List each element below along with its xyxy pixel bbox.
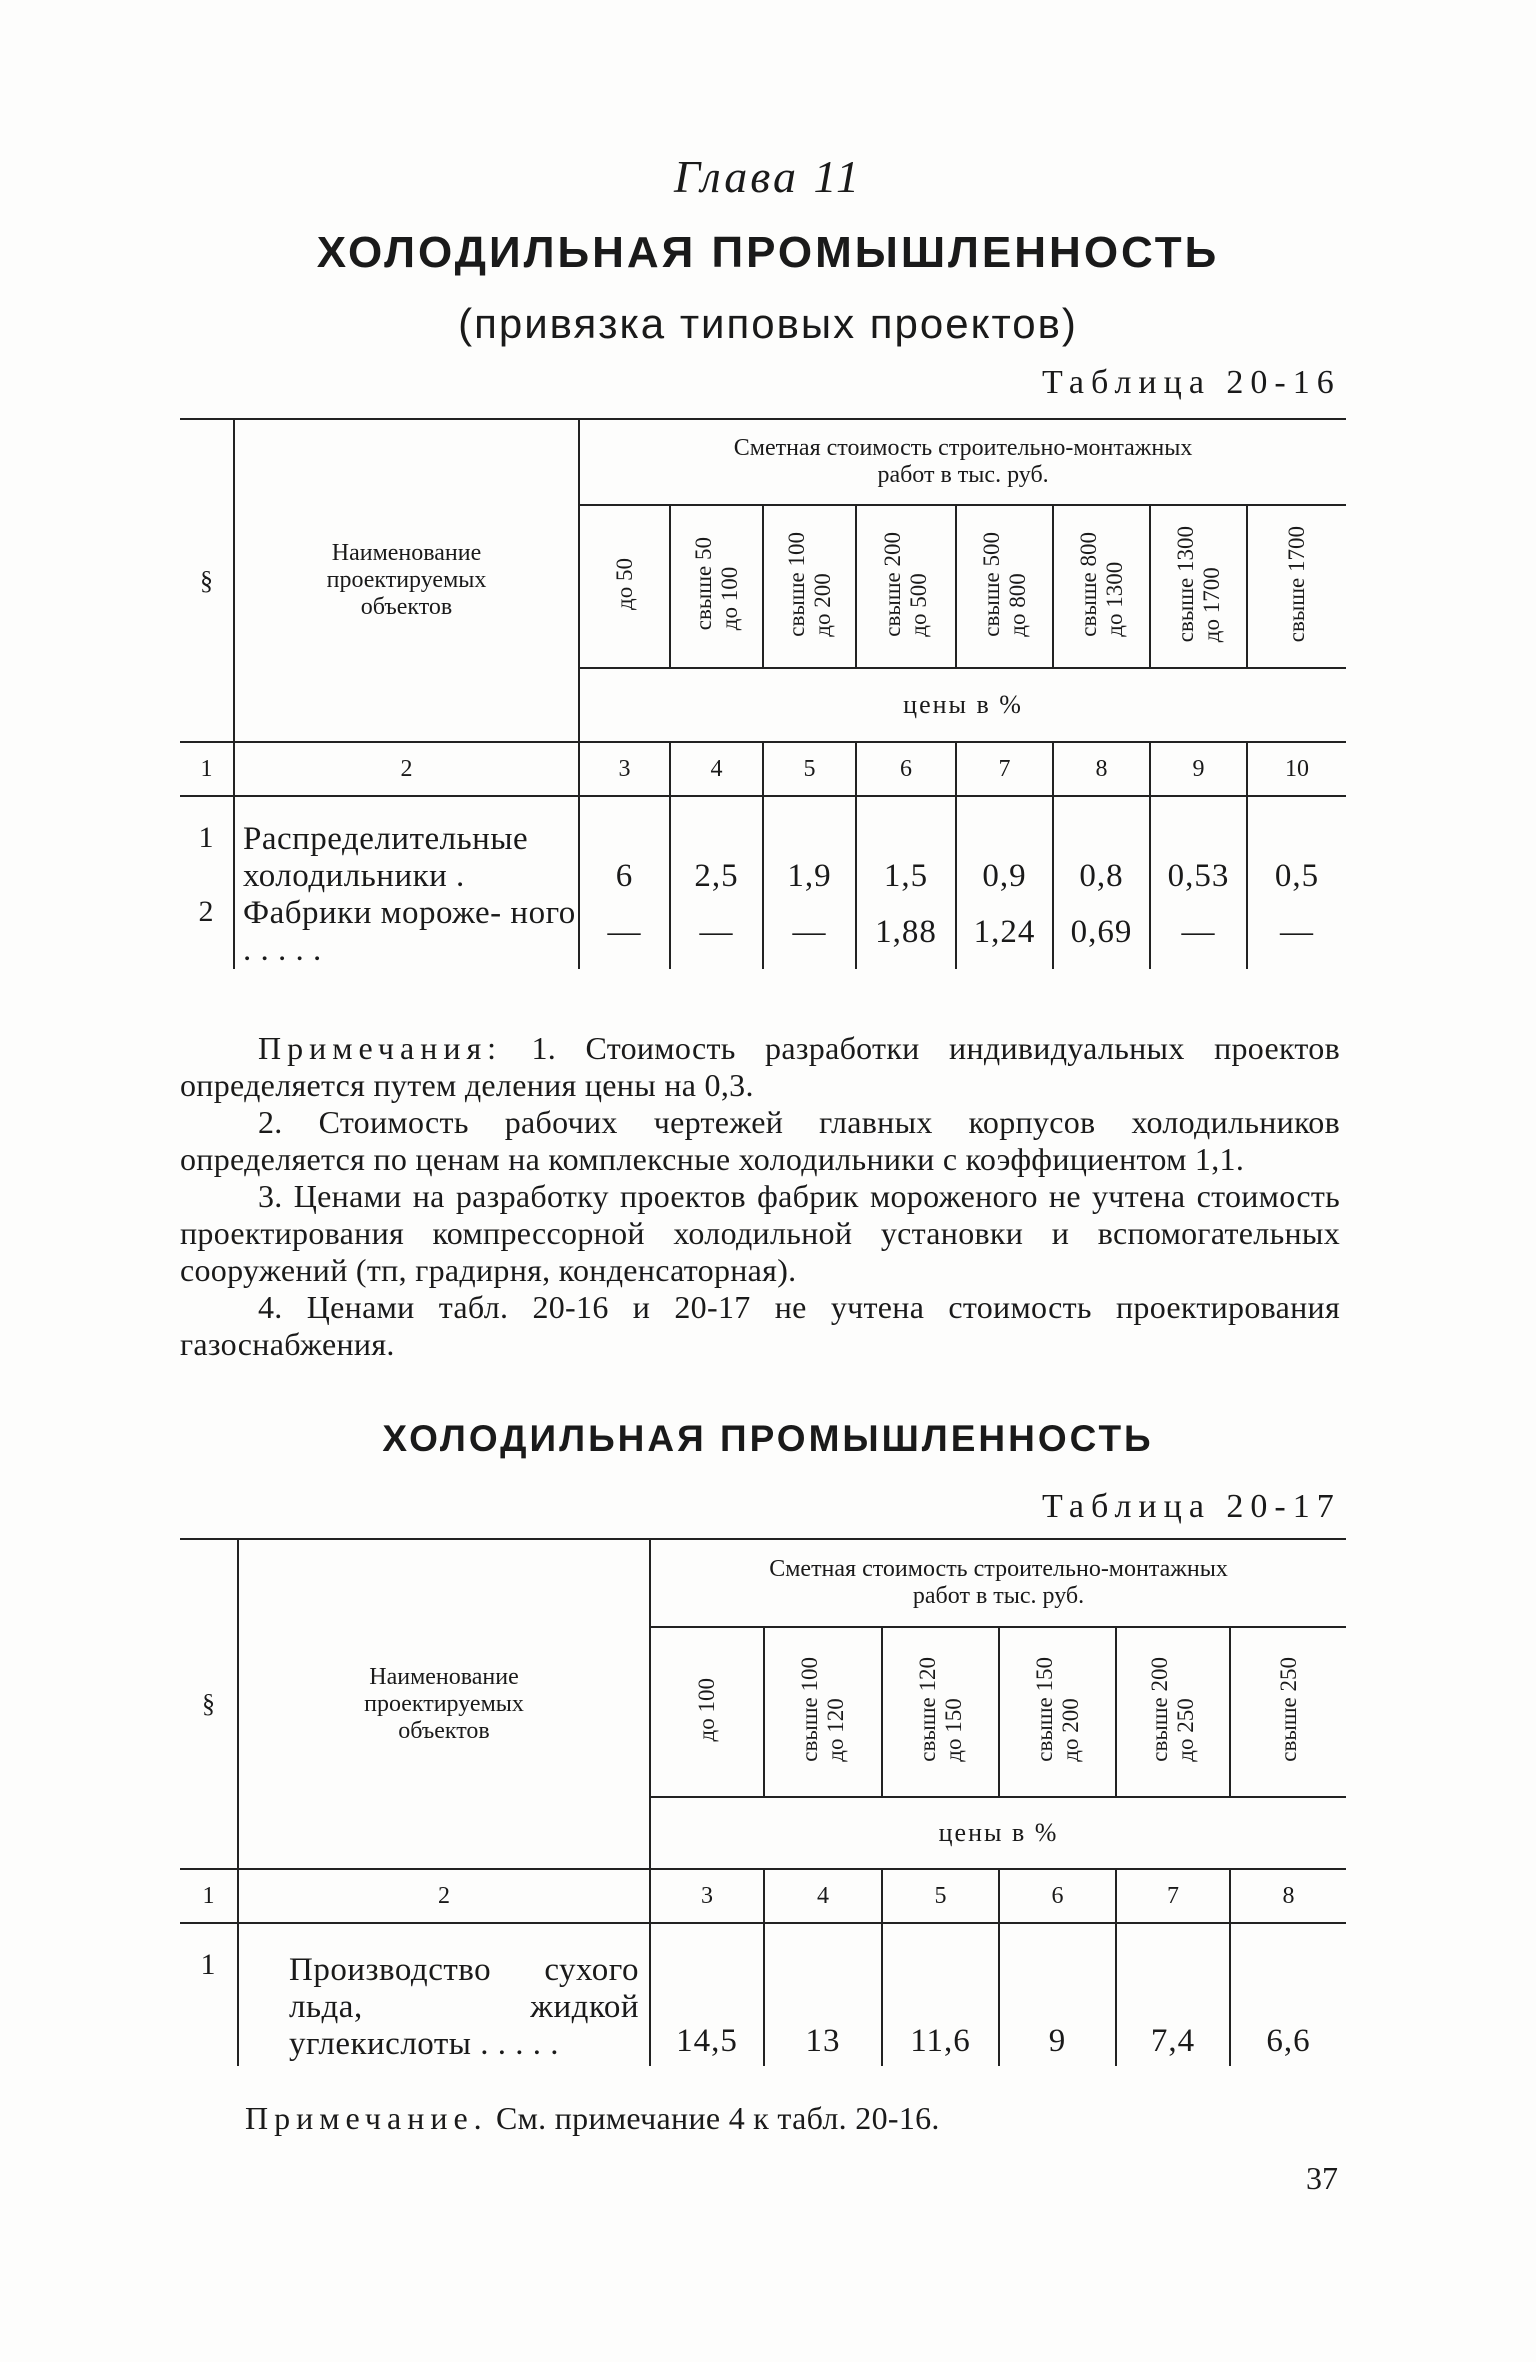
row-value: — xyxy=(1150,895,1247,969)
range-header: свыше 50 до 100 xyxy=(670,505,763,668)
range-header: свыше 100 до 200 xyxy=(763,505,856,668)
column-number: 3 xyxy=(579,742,670,796)
row-value: 6 xyxy=(579,821,670,895)
column-number: 4 xyxy=(764,1869,882,1923)
table-20-17 xyxy=(180,1538,1346,2066)
row-value: 0,53 xyxy=(1150,821,1247,895)
prices-label: цены в % xyxy=(650,1797,1346,1869)
note-4: 4. Ценами табл. 20-16 и 20-17 не учтена стоимость проектирования газоснабжения. xyxy=(180,1289,1340,1362)
range-header: до 100 xyxy=(650,1627,764,1797)
column-number: 5 xyxy=(882,1869,999,1923)
section-header: § xyxy=(180,419,234,742)
row-value: — xyxy=(670,895,763,969)
column-number: 8 xyxy=(1230,1869,1346,1923)
row-value: 0,9 xyxy=(956,821,1053,895)
name-header: Наименование проектируемых объектов xyxy=(234,419,579,742)
table-label: Таблица 20-16 xyxy=(1042,364,1341,401)
row-number: 1 xyxy=(180,1948,238,2066)
table-row xyxy=(180,1948,1346,2066)
note-lead: Примечание. xyxy=(245,2100,488,2136)
column-number: 10 xyxy=(1247,742,1346,796)
note-text: См. примечание 4 к табл. 20-16. xyxy=(487,2100,940,2136)
range-header: свыше 500 до 800 xyxy=(956,505,1053,668)
prices-label: цены в % xyxy=(579,668,1346,742)
page-number: 37 xyxy=(1306,2160,1338,2196)
column-number: 7 xyxy=(1116,1869,1230,1923)
note-20-17 xyxy=(245,2100,1345,2137)
column-number: 4 xyxy=(670,742,763,796)
row-value: 11,6 xyxy=(882,1948,999,2066)
row-name: Производство сухого льда, жидкой углекислоты . . . . . xyxy=(238,1948,650,2066)
range-header: свыше 200 до 500 xyxy=(856,505,956,668)
row-value: 2,5 xyxy=(670,821,763,895)
range-header: свыше 120 до 150 xyxy=(882,1627,999,1797)
note-1: 1. Стоимость разработки индивидуальных проектов определяется путем деления цены на 0,3. xyxy=(180,1030,1340,1103)
column-number: 3 xyxy=(650,1869,764,1923)
row-number: 1 xyxy=(180,821,234,895)
table-20-16 xyxy=(180,418,1346,969)
column-number: 2 xyxy=(238,1869,650,1923)
row-value: 0,8 xyxy=(1053,821,1150,895)
row-value: 1,24 xyxy=(956,895,1053,969)
cost-header: Сметная стоимость строительно-монтажных работ в тыс. руб. xyxy=(650,1539,1346,1627)
note-3: 3. Ценами на разработку проектов фабрик мороженого не учтена стоимость проектирования компрессорной холодильной установки и вспомогательных сооружений (тп, градирня, конденсаторная). xyxy=(180,1178,1340,1288)
note-2: 2. Стоимость рабочих чертежей главных корпусов холодильников определяется по ценам на комплексные холодильники с коэффициентом 1,1. xyxy=(180,1104,1340,1177)
table-label: Таблица 20-17 xyxy=(1042,1488,1341,1525)
table-row xyxy=(180,821,1346,895)
row-value: 1,5 xyxy=(856,821,956,895)
range-header: свыше 200 до 250 xyxy=(1116,1627,1230,1797)
row-value: 6,6 xyxy=(1266,2023,1311,2059)
section-header: § xyxy=(180,1539,238,1869)
column-number: 5 xyxy=(763,742,856,796)
column-number: 1 xyxy=(180,1869,238,1923)
page-subtitle: (привязка типовых проектов) xyxy=(458,300,1078,347)
page-title: ХОЛОДИЛЬНАЯ ПРОМЫШЛЕННОСТЬ xyxy=(316,228,1220,277)
row-number: 2 xyxy=(180,895,234,969)
column-number: 2 xyxy=(234,742,579,796)
row-value: 7,4 xyxy=(1116,1948,1230,2066)
row-value: — xyxy=(763,895,856,969)
row-value: 14,5 xyxy=(650,1948,764,2066)
column-number: 9 xyxy=(1150,742,1247,796)
row-value: 0,69 xyxy=(1053,895,1150,969)
column-number: 1 xyxy=(180,742,234,796)
range-header: свыше 1300 до 1700 xyxy=(1150,505,1247,668)
column-number: 8 xyxy=(1053,742,1150,796)
range-header: до 50 xyxy=(579,505,670,668)
column-number: 6 xyxy=(856,742,956,796)
row-value: 0,5 xyxy=(1274,858,1320,894)
table-row xyxy=(180,895,1346,969)
row-value: 1,88 xyxy=(856,895,956,969)
range-header: свыше 800 до 1300 xyxy=(1053,505,1150,668)
row-value: — xyxy=(579,895,670,969)
row-value: 1,9 xyxy=(763,821,856,895)
chapter-heading: Глава 11 xyxy=(673,151,863,202)
row-value: 13 xyxy=(764,1948,882,2066)
row-value: 9 xyxy=(999,1948,1116,2066)
range-header: свыше 100 до 120 xyxy=(764,1627,882,1797)
notes-lead: Примечания: xyxy=(258,1030,503,1066)
cost-header: Сметная стоимость строительно-монтажных работ в тыс. руб. xyxy=(579,419,1346,505)
range-header: свыше 1700 xyxy=(1284,525,1310,643)
range-header: свыше 150 до 200 xyxy=(999,1627,1116,1797)
section-title: ХОЛОДИЛЬНАЯ ПРОМЫШЛЕННОСТЬ xyxy=(382,1418,1154,1459)
row-value: — xyxy=(1280,913,1315,950)
row-name: Фабрики мороже- ного . . . . . xyxy=(234,895,579,969)
notes-block xyxy=(180,1030,1340,1363)
name-header: Наименование проектируемых объектов xyxy=(238,1539,650,1869)
column-number: 6 xyxy=(999,1869,1116,1923)
row-name: Распределительные холодильники . xyxy=(234,821,579,895)
column-number: 7 xyxy=(956,742,1053,796)
range-header: свыше 250 xyxy=(1275,1657,1301,1762)
